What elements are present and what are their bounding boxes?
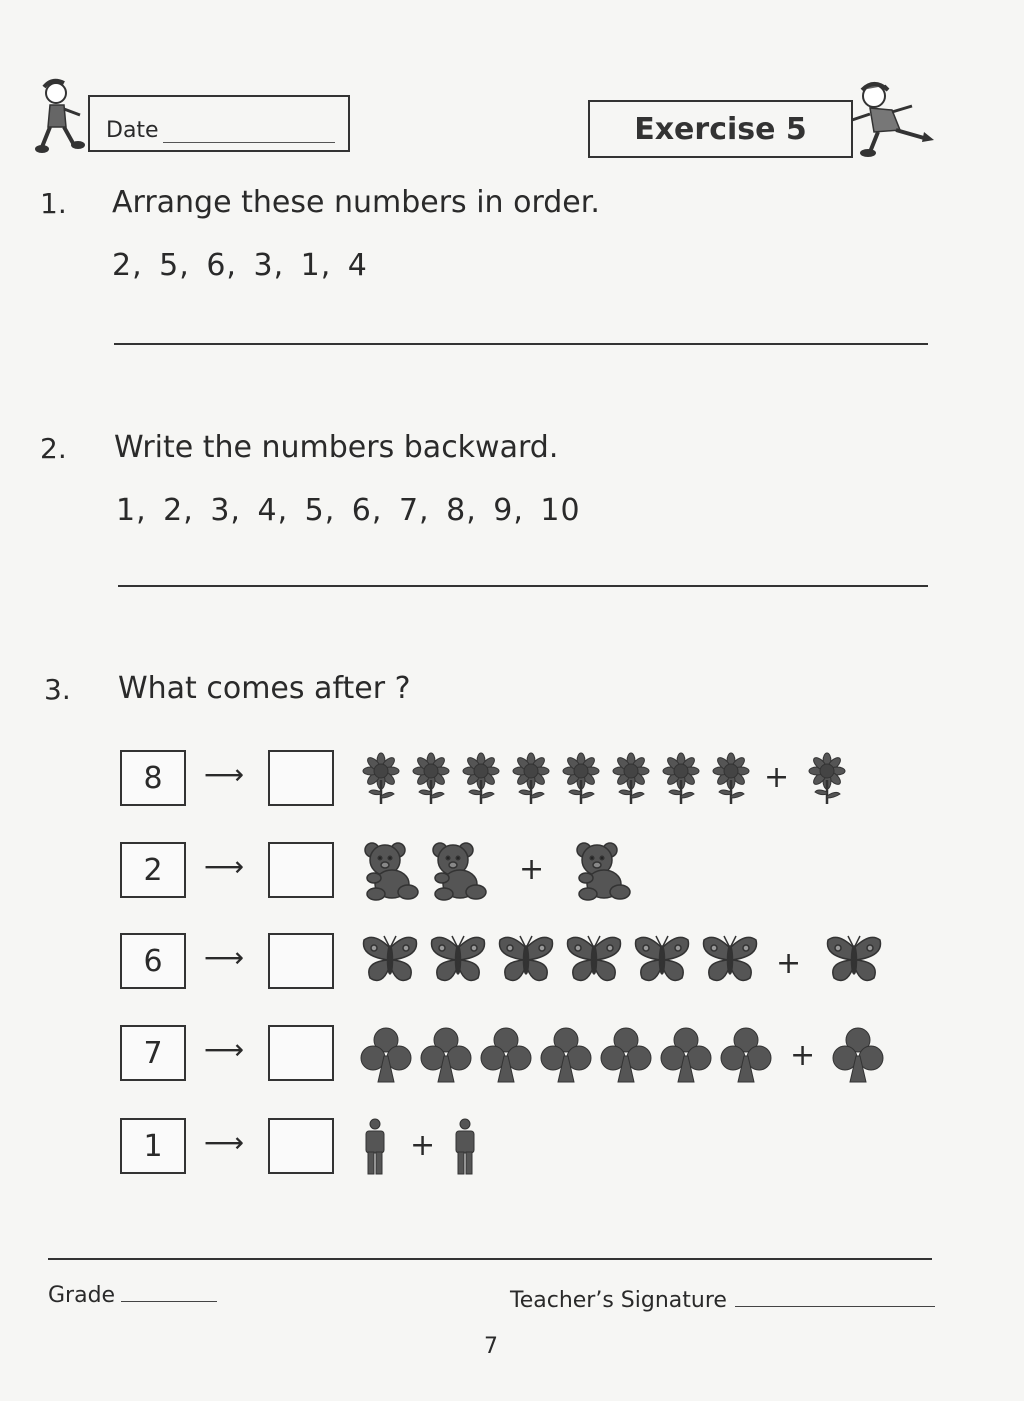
butterfly-icon bbox=[700, 934, 760, 986]
extra-butterfly bbox=[824, 934, 884, 986]
club-icon bbox=[420, 1026, 472, 1084]
butterfly-group bbox=[360, 934, 760, 986]
flower-icon bbox=[360, 752, 402, 806]
club-icon bbox=[540, 1026, 592, 1084]
question-2-numbers: 1, 2, 3, 4, 5, 6, 7, 8, 9, 10 bbox=[116, 493, 581, 528]
start-number: 1 bbox=[143, 1128, 163, 1164]
flower-icon bbox=[460, 752, 502, 806]
start-number: 2 bbox=[143, 852, 163, 888]
butterfly-icon bbox=[632, 934, 692, 986]
plus-sign: + bbox=[764, 760, 790, 795]
arrow-icon: ⟶ bbox=[204, 758, 245, 791]
start-number-box bbox=[120, 933, 186, 989]
plus-sign: + bbox=[410, 1128, 436, 1163]
start-number: 8 bbox=[143, 760, 163, 796]
club-icon bbox=[720, 1026, 772, 1084]
question-1-number: 1. bbox=[40, 187, 67, 220]
arrow-icon: ⟶ bbox=[204, 850, 245, 883]
exercise-title-box bbox=[588, 100, 853, 158]
arrow-icon: ⟶ bbox=[204, 1033, 245, 1066]
butterfly-icon bbox=[496, 934, 556, 986]
start-number-box bbox=[120, 1025, 186, 1081]
butterfly-icon bbox=[360, 934, 420, 986]
question-2-text: Write the numbers backward. bbox=[114, 430, 559, 465]
flower-group bbox=[360, 752, 752, 806]
signature-label: Teacher’s Signature bbox=[510, 1288, 727, 1313]
plus-sign: + bbox=[519, 852, 545, 887]
answer-box[interactable] bbox=[268, 750, 334, 806]
extra-flower bbox=[806, 752, 848, 806]
club-icon bbox=[660, 1026, 712, 1084]
arrow-icon: ⟶ bbox=[204, 1126, 245, 1159]
butterfly-icon bbox=[428, 934, 488, 986]
club-group bbox=[360, 1026, 772, 1084]
question-3-text: What comes after ? bbox=[118, 671, 411, 706]
club-icon bbox=[832, 1026, 884, 1084]
answer-box[interactable] bbox=[268, 1025, 334, 1081]
exercise-title: Exercise 5 bbox=[634, 111, 807, 147]
teddy-bear-icon bbox=[428, 840, 488, 902]
flower-icon bbox=[806, 752, 848, 806]
start-number: 7 bbox=[143, 1035, 163, 1071]
start-number-box bbox=[120, 750, 186, 806]
date-input-line[interactable] bbox=[163, 124, 335, 143]
person-icon bbox=[452, 1118, 478, 1176]
question-1-text: Arrange these numbers in order. bbox=[112, 185, 600, 220]
question-2-answer-line[interactable] bbox=[118, 585, 928, 587]
butterfly-icon bbox=[564, 934, 624, 986]
extra-teddy-bear bbox=[572, 840, 632, 902]
question-3-number: 3. bbox=[44, 673, 71, 706]
question-1-answer-line[interactable] bbox=[114, 343, 928, 345]
footer-divider bbox=[48, 1258, 932, 1260]
teddy-bear-icon bbox=[572, 840, 632, 902]
flower-icon bbox=[610, 752, 652, 806]
plus-sign: + bbox=[790, 1038, 816, 1073]
club-icon bbox=[360, 1026, 412, 1084]
page-number: 7 bbox=[484, 1334, 498, 1359]
arrow-icon: ⟶ bbox=[204, 941, 245, 974]
answer-box[interactable] bbox=[268, 1118, 334, 1174]
signature-field[interactable] bbox=[510, 1288, 935, 1313]
butterfly-icon bbox=[824, 934, 884, 986]
teddy-bear-icon bbox=[360, 840, 420, 902]
start-number-box bbox=[120, 1118, 186, 1174]
flower-icon bbox=[510, 752, 552, 806]
club-icon bbox=[480, 1026, 532, 1084]
teddy-bear-group bbox=[360, 840, 488, 902]
answer-box[interactable] bbox=[268, 933, 334, 989]
grade-field[interactable] bbox=[48, 1283, 217, 1308]
start-number-box bbox=[120, 842, 186, 898]
person-icon bbox=[362, 1118, 388, 1176]
person-group bbox=[362, 1118, 388, 1176]
flower-icon bbox=[710, 752, 752, 806]
plus-sign: + bbox=[776, 946, 802, 981]
cartoon-runner-right-icon bbox=[848, 80, 938, 158]
answer-box[interactable] bbox=[268, 842, 334, 898]
date-box[interactable] bbox=[88, 95, 350, 152]
flower-icon bbox=[560, 752, 602, 806]
date-label: Date bbox=[106, 118, 159, 143]
extra-club bbox=[832, 1026, 884, 1084]
flower-icon bbox=[410, 752, 452, 806]
question-2-number: 2. bbox=[40, 432, 67, 465]
club-icon bbox=[600, 1026, 652, 1084]
flower-icon bbox=[660, 752, 702, 806]
signature-input-line[interactable] bbox=[735, 1292, 935, 1307]
start-number: 6 bbox=[143, 943, 163, 979]
grade-label: Grade bbox=[48, 1283, 116, 1308]
grade-input-line[interactable] bbox=[121, 1287, 217, 1302]
cartoon-kid-left-icon bbox=[34, 75, 88, 157]
question-1-numbers: 2, 5, 6, 3, 1, 4 bbox=[112, 248, 368, 283]
extra-person bbox=[452, 1118, 478, 1176]
